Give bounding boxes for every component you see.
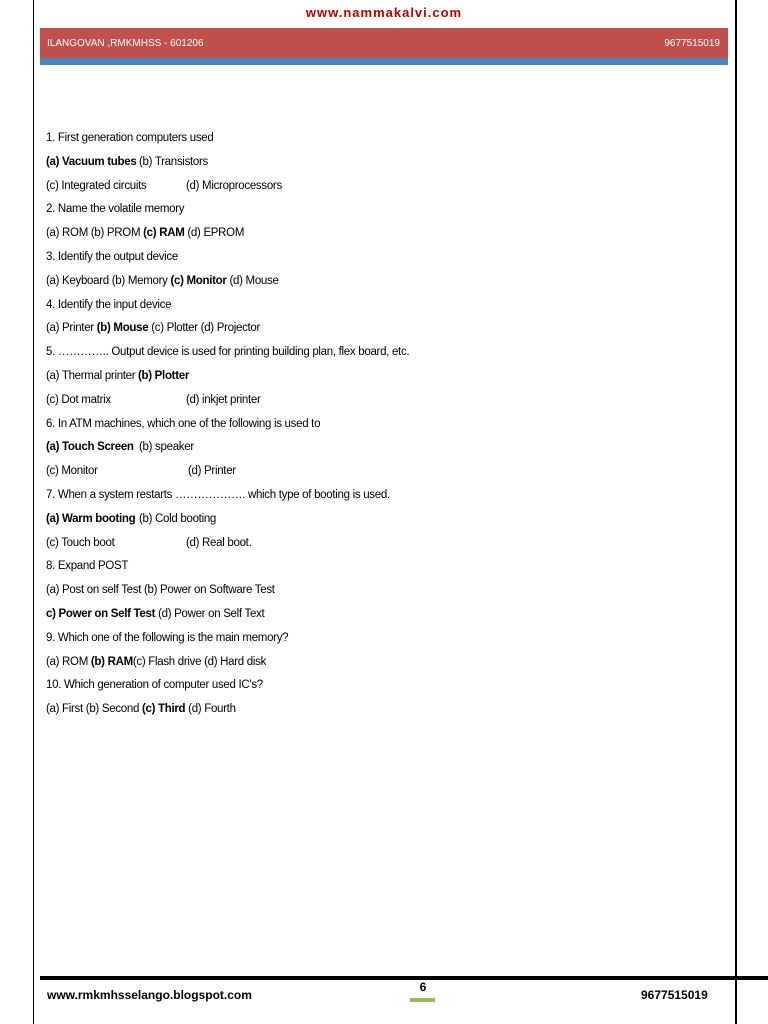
option: (d) Microprocessors [186, 179, 282, 192]
question-6-options-cd [46, 460, 706, 484]
footer-phone: 9677515019 [641, 988, 708, 1002]
answer-option: (a) Warm booting [46, 512, 136, 525]
question-4: 4. Identify the input device [46, 298, 172, 311]
header-stripe [40, 58, 728, 65]
question-1-options-ab [46, 151, 706, 175]
question-1: 1. First generation computers used [46, 132, 214, 144]
question-8-options-cd [46, 603, 706, 627]
option: (a) Keyboard (b) Memory [46, 274, 168, 287]
answer-option: (a) Vacuum tubes [46, 155, 137, 168]
option: (c) Plotter (d) Projector [151, 322, 261, 335]
option: (d) Power on Self Text [158, 607, 265, 620]
question-9-options [46, 651, 706, 675]
question-9: 9. Which one of the following is the main memory? [46, 631, 289, 644]
question-list [46, 127, 706, 722]
option: (a) Printer [46, 322, 94, 335]
footer-url[interactable]: www.rmkmhsselango.blogspot.com [47, 988, 252, 1002]
question-7: 7. When a system restarts ………………. which type of booting is used. [46, 488, 390, 501]
option: (d) Real boot. [186, 536, 252, 549]
footer-rule [40, 976, 768, 980]
answer-option: (c) RAM [143, 227, 185, 240]
option: (d) Printer [188, 465, 236, 478]
question-3: 3. Identify the output device [46, 250, 178, 263]
question-2: 2. Name the volatile memory [46, 203, 185, 216]
header-bar [40, 28, 728, 58]
question-8-options-ab: (a) Post on self Test (b) Power on Software Test [46, 584, 275, 597]
page-number: 6 [419, 980, 427, 994]
option: (d) inkjet printer [186, 393, 261, 406]
question-3-options [46, 270, 706, 294]
option: (b) speaker [139, 441, 194, 454]
option: (c) Touch boot [46, 536, 115, 549]
answer-option: c) Power on Self Test [46, 607, 156, 620]
option: (c) Dot matrix [46, 393, 111, 406]
site-url: www.nammakalvi.com [305, 5, 463, 20]
page-right-border [735, 0, 737, 1024]
answer-option: (b) Plotter [138, 369, 189, 382]
option: (c) Monitor [46, 465, 98, 478]
question-7-options-cd [46, 532, 706, 556]
answer-option: (b) RAM [90, 655, 133, 668]
header-phone: 9677515019 [664, 37, 720, 49]
question-10-options [46, 698, 706, 722]
header-left-text: ILANGOVAN ,RMKMHSS - 601206 [47, 37, 204, 49]
question-6: 6. In ATM machines, which one of the following is used to [46, 417, 321, 430]
option: (a) ROM [46, 655, 88, 668]
option: (d) Fourth [188, 703, 236, 716]
option: (d) EPROM [187, 227, 245, 240]
answer-option: (a) Touch Screen [46, 441, 134, 454]
option: (d) Mouse [229, 274, 279, 287]
question-4-options [46, 317, 706, 341]
option: (a) ROM (b) PROM [46, 227, 141, 240]
option: (b) Transistors [139, 155, 208, 168]
question-7-options-ab [46, 508, 706, 532]
question-5: 5. ………….. Output device is used for printing building plan, flex board, etc. [46, 346, 410, 359]
page-number-bar [410, 998, 435, 1002]
option: (c) Flash drive (d) Hard disk [132, 655, 267, 668]
answer-option: (c) Third [141, 703, 186, 716]
answer-option: (c) Monitor [170, 274, 227, 287]
question-5-options-ab [46, 365, 706, 389]
question-1-options-cd [46, 175, 706, 199]
option: (a) First (b) Second [46, 703, 140, 716]
question-8: 8. Expand POST [46, 560, 129, 573]
option: (c) Integrated circuits [46, 179, 147, 192]
question-6-options-ab [46, 436, 706, 460]
answer-option: (b) Mouse [96, 322, 149, 335]
question-2-options [46, 222, 706, 246]
option: (a) Thermal printer [46, 369, 136, 382]
option: (b) Cold booting [139, 512, 217, 525]
page-left-border [33, 0, 34, 1024]
question-5-options-cd [46, 389, 706, 413]
question-10: 10. Which generation of computer used IC's? [46, 679, 263, 692]
